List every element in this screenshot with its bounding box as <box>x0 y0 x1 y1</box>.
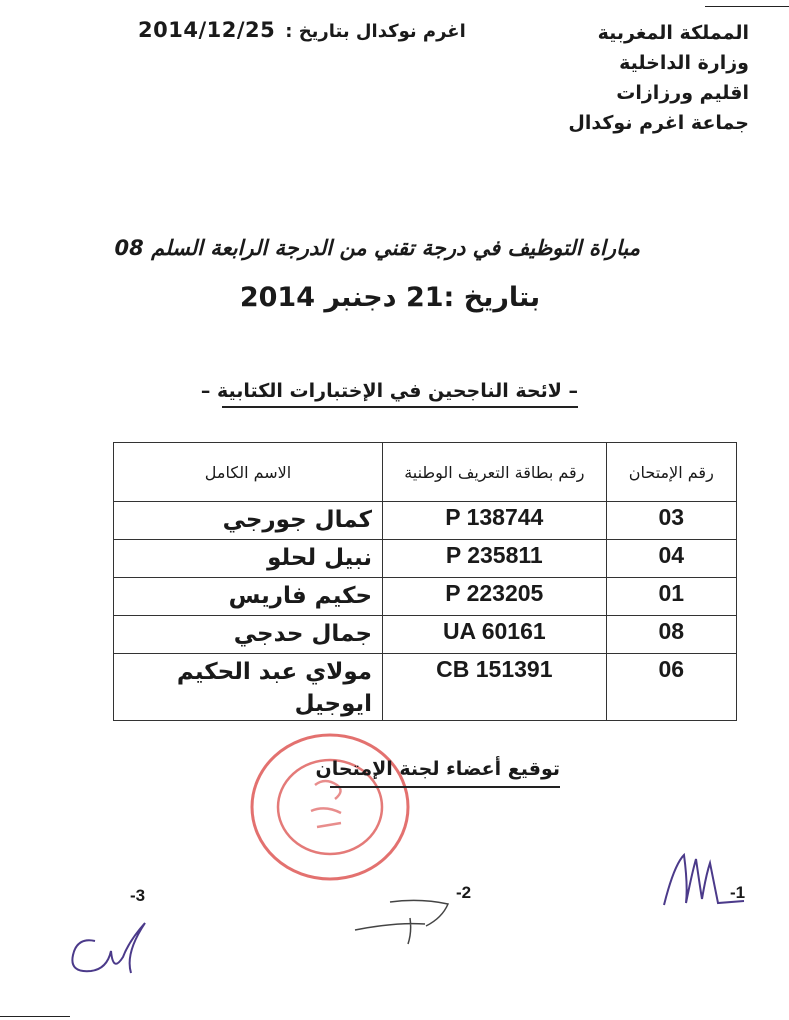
header-line-ministry: وزارة الداخلية <box>619 52 749 74</box>
signature-2-mark <box>350 888 470 958</box>
id-card-cell: P 235811 <box>383 540 607 578</box>
signature-1-label: -1 <box>730 883 746 902</box>
header-line-commune: جماعة اغرم نوكدال <box>568 112 749 134</box>
id-card-cell: UA 60161 <box>383 616 607 654</box>
table-row <box>114 578 737 616</box>
signature-3-label: -3 <box>130 886 146 905</box>
signature-heading: توقيع أعضاء لجنة الإمتحان <box>330 758 560 788</box>
table-row <box>114 540 737 578</box>
results-list-heading: – لائحة الناجحين في الإختبارات الكتابية – <box>222 380 578 408</box>
stamp-outer-ring <box>252 735 408 879</box>
competition-title: مباراة التوظيف في درجة تقني من الدرجة الرابعة السلم 08 <box>114 236 640 260</box>
table-row <box>114 502 737 540</box>
full-name-cell: كمال جورجي <box>114 502 383 540</box>
full-name-cell: مولاي عبد الحكيم ايوجيل <box>114 654 383 721</box>
bottom-corner-line <box>0 1016 70 1017</box>
header-exam-number: رقم الإمتحان <box>606 443 736 502</box>
full-name-cell: حكيم فاريس <box>114 578 383 616</box>
header-full-name: الاسم الكامل <box>114 443 383 502</box>
exam-number-cell: 03 <box>606 502 736 540</box>
issuing-authority-block <box>489 18 749 138</box>
header-id-card: رقم بطاقة التعريف الوطنية <box>383 443 607 502</box>
full-name-cell: جمال حدجي <box>114 616 383 654</box>
exam-number-cell: 08 <box>606 616 736 654</box>
full-name-cell: نبيل لحلو <box>114 540 383 578</box>
document-date-value: 2014/12/25 <box>138 18 276 42</box>
results-table <box>113 442 737 721</box>
table-row <box>114 654 737 721</box>
official-stamp <box>245 727 415 887</box>
signature-2-label: -2 <box>456 883 472 902</box>
header-line-province: اقليم ورزازات <box>616 82 749 104</box>
table-header-row <box>114 443 737 502</box>
exam-number-cell: 04 <box>606 540 736 578</box>
signature-1-mark <box>652 845 762 925</box>
document-date-prefix: اغرم نوكدال بتاريخ : <box>285 21 466 42</box>
id-card-cell: P 138744 <box>383 502 607 540</box>
exam-number-cell: 01 <box>606 578 736 616</box>
competition-date: بتاريخ :21 دجنبر 2014 <box>239 282 541 313</box>
header-line-kingdom: المملكة المغربية <box>597 22 749 44</box>
table-row <box>114 616 737 654</box>
id-card-cell: CB 151391 <box>383 654 607 721</box>
id-card-cell: P 223205 <box>383 578 607 616</box>
exam-number-cell: 06 <box>606 654 736 721</box>
signature-3-mark <box>55 905 165 985</box>
document-date <box>138 18 466 42</box>
top-corner-line <box>705 6 789 7</box>
